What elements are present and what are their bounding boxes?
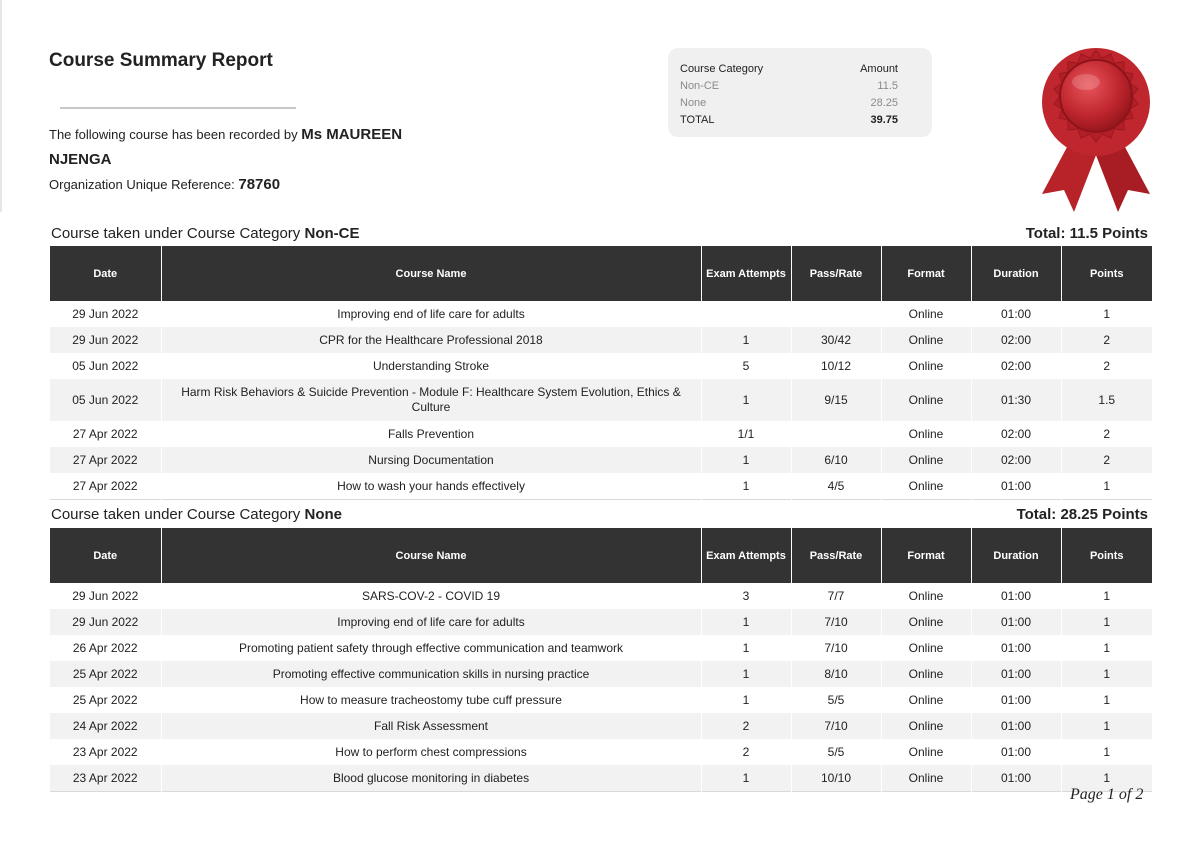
- table-row: [50, 473, 1152, 500]
- cell-points: 1: [1103, 588, 1111, 603]
- cell-pass: 7/10: [791, 713, 881, 739]
- cell-points: 2: [1061, 327, 1152, 353]
- section-prefix: Course taken under Course Category: [51, 506, 301, 523]
- summary-header-row: [680, 60, 916, 77]
- cell-pass: 9/15: [791, 379, 881, 421]
- table-row: [50, 301, 1152, 327]
- cell-duration: 02:00: [971, 447, 1061, 473]
- cell-duration: 01:00: [971, 713, 1061, 739]
- page-number: Page 1 of 2: [1070, 786, 1144, 803]
- table-row: [50, 739, 1152, 765]
- cell-format: Online: [881, 473, 971, 500]
- recorded-by-prefix: The following course has been recorded by: [49, 127, 298, 142]
- cell-format: Online: [881, 353, 971, 379]
- cell-format: Online: [881, 713, 971, 739]
- col-course-name: Course Name: [161, 246, 701, 301]
- cell-course: Harm Risk Behaviors & Suicide Prevention - Module F: Healthcare System Evolution, Ethics & Culture: [161, 379, 701, 421]
- col-date: Date: [50, 528, 161, 583]
- cell-date: 29 Jun 2022: [50, 609, 161, 635]
- category-summary-box: [668, 48, 932, 137]
- cell-points: 1: [1103, 306, 1111, 321]
- summary-amount: 28.25: [870, 96, 898, 109]
- table-header-row: [50, 246, 1152, 301]
- col-format: Format: [881, 246, 971, 301]
- cell-pass: 10/10: [791, 765, 881, 792]
- summary-header-category: Course Category: [680, 62, 764, 75]
- cell-attempts: 1: [701, 473, 791, 500]
- cell-course: Fall Risk Assessment: [161, 713, 701, 739]
- cell-format: Online: [881, 765, 971, 792]
- cell-duration: 01:00: [971, 473, 1061, 500]
- page-edge-line: [0, 0, 2, 212]
- section-category: Non-CE: [304, 225, 360, 242]
- cell-course: How to wash your hands effectively: [161, 473, 701, 500]
- cell-duration: 01:00: [971, 661, 1061, 687]
- cell-pass: 4/5: [791, 473, 881, 500]
- cell-date: 25 Apr 2022: [50, 661, 161, 687]
- cell-format: Online: [881, 327, 971, 353]
- section-heading: [51, 225, 1148, 245]
- cell-attempts: 1: [701, 447, 791, 473]
- cell-points: 1: [1061, 661, 1152, 687]
- table-row: [50, 447, 1152, 473]
- cell-duration: 01:00: [971, 687, 1061, 713]
- cell-duration: 01:00: [971, 739, 1061, 765]
- col-exam-attempts: Exam Attempts: [701, 246, 791, 301]
- cell-attempts: 1: [701, 327, 791, 353]
- cell-course: How to measure tracheostomy tube cuff pressure: [161, 687, 701, 713]
- table-row: [50, 635, 1152, 661]
- table-header-row: [50, 528, 1152, 583]
- cell-points: 1.5: [1061, 379, 1152, 421]
- cell-course: SARS-COV-2 - COVID 19: [161, 583, 701, 609]
- cell-duration: 02:00: [971, 353, 1061, 379]
- col-pass-rate: Pass/Rate: [791, 528, 881, 583]
- col-course-name: Course Name: [161, 528, 701, 583]
- award-ribbon-icon: [1036, 46, 1156, 212]
- table-row: [50, 583, 1152, 609]
- course-table: [50, 528, 1152, 792]
- cell-pass: 10/12: [791, 353, 881, 379]
- cell-duration: 01:00: [971, 765, 1061, 792]
- table-row: [50, 609, 1152, 635]
- section-category: None: [304, 506, 342, 523]
- col-pass-rate: Pass/Rate: [791, 246, 881, 301]
- cell-pass: [791, 301, 881, 327]
- cell-date: 29 Jun 2022: [50, 301, 161, 327]
- cell-date: 27 Apr 2022: [50, 421, 161, 447]
- section-heading: [51, 506, 1148, 526]
- cell-pass: 7/7: [791, 583, 881, 609]
- cell-course: Understanding Stroke: [161, 353, 701, 379]
- cell-duration: 01:30: [971, 379, 1061, 421]
- summary-amount: 11.5: [877, 79, 898, 92]
- table-row: [50, 379, 1152, 421]
- cell-course: How to perform chest compressions: [161, 739, 701, 765]
- summary-category: Non-CE: [680, 79, 720, 92]
- table-row: [50, 687, 1152, 713]
- cell-date: 26 Apr 2022: [50, 635, 161, 661]
- learner-name-last: NJENGA: [49, 151, 112, 168]
- cell-points: 1: [1061, 609, 1152, 635]
- summary-total-amount: 39.75: [870, 113, 898, 126]
- cell-attempts: 3: [701, 583, 791, 609]
- cell-course: Improving end of life care for adults: [161, 301, 701, 327]
- cell-duration: 01:00: [971, 609, 1061, 635]
- cell-attempts: 2: [701, 713, 791, 739]
- col-duration: Duration: [971, 528, 1061, 583]
- cell-pass: 7/10: [791, 609, 881, 635]
- cell-format: Online: [881, 687, 971, 713]
- cell-course: Falls Prevention: [161, 421, 701, 447]
- section-total: Total: 28.25 Points: [1016, 506, 1148, 523]
- cell-course: Promoting effective communication skills in nursing practice: [161, 661, 701, 687]
- cell-date: 27 Apr 2022: [50, 447, 161, 473]
- cell-duration: 02:00: [971, 421, 1061, 447]
- cell-pass: 30/42: [791, 327, 881, 353]
- cell-points: 1: [1103, 640, 1111, 655]
- cell-attempts: 1: [701, 609, 791, 635]
- table-row: [50, 421, 1152, 447]
- cell-pass: 6/10: [791, 447, 881, 473]
- cell-course: CPR for the Healthcare Professional 2018: [161, 327, 701, 353]
- cell-attempts: 1: [701, 635, 791, 661]
- org-reference-label: Organization Unique Reference:: [49, 177, 235, 192]
- cell-points: 1: [1103, 744, 1111, 759]
- cell-format: Online: [881, 301, 971, 327]
- cell-course: Improving end of life care for adults: [161, 609, 701, 635]
- col-date: Date: [50, 246, 161, 301]
- cell-attempts: [701, 301, 791, 327]
- cell-date: 05 Jun 2022: [50, 353, 161, 379]
- cell-duration: 01:00: [971, 583, 1061, 609]
- cell-duration: 01:00: [971, 635, 1061, 661]
- cell-format: Online: [881, 609, 971, 635]
- org-reference-value: 78760: [238, 176, 281, 193]
- table-row: [50, 713, 1152, 739]
- report-title: Course Summary Report: [49, 50, 273, 71]
- course-table: [50, 246, 1152, 500]
- cell-format: Online: [881, 739, 971, 765]
- cell-attempts: 1: [701, 661, 791, 687]
- summary-row: [680, 94, 916, 111]
- col-points: Points: [1061, 246, 1152, 301]
- cell-points: 2: [1061, 447, 1152, 473]
- summary-row: [680, 77, 916, 94]
- cell-points: 2: [1103, 426, 1111, 441]
- summary-category: None: [680, 96, 707, 109]
- cell-format: Online: [881, 379, 971, 421]
- cell-date: 29 Jun 2022: [50, 583, 161, 609]
- cell-date: 27 Apr 2022: [50, 473, 161, 500]
- cell-date: 23 Apr 2022: [50, 739, 161, 765]
- col-duration: Duration: [971, 246, 1061, 301]
- cell-format: Online: [881, 635, 971, 661]
- cell-date: 23 Apr 2022: [50, 765, 161, 792]
- cell-format: Online: [881, 447, 971, 473]
- summary-header-amount: Amount: [860, 62, 898, 75]
- section-prefix: Course taken under Course Category: [51, 225, 301, 242]
- cell-attempts: 1: [701, 687, 791, 713]
- cell-pass: [791, 421, 881, 447]
- cell-attempts: 1: [701, 379, 791, 421]
- cell-format: Online: [881, 661, 971, 687]
- cell-points: 2: [1103, 358, 1111, 373]
- cell-duration: 02:00: [971, 327, 1061, 353]
- cell-points: 1: [1061, 765, 1152, 792]
- recorded-by-line: [49, 126, 402, 143]
- org-reference: [49, 176, 280, 193]
- table-row: [50, 661, 1152, 687]
- cell-date: 25 Apr 2022: [50, 687, 161, 713]
- cell-pass: 5/5: [791, 687, 881, 713]
- section-total: Total: 11.5 Points: [1025, 225, 1148, 242]
- table-row: [50, 353, 1152, 379]
- cell-attempts: 5: [701, 353, 791, 379]
- category-summary-table: [680, 60, 916, 128]
- cell-pass: 7/10: [791, 635, 881, 661]
- cell-points: 1: [1103, 478, 1111, 493]
- cell-format: Online: [881, 421, 971, 447]
- cell-date: 29 Jun 2022: [50, 327, 161, 353]
- cell-points: 1: [1103, 692, 1111, 707]
- table-row: [50, 327, 1152, 353]
- cell-date: 24 Apr 2022: [50, 713, 161, 739]
- cell-course: Promoting patient safety through effective communication and teamwork: [161, 635, 701, 661]
- cell-course: Blood glucose monitoring in diabetes: [161, 765, 701, 792]
- summary-total-label: TOTAL: [680, 113, 715, 126]
- summary-total-row: [680, 111, 916, 128]
- cell-attempts: 2: [701, 739, 791, 765]
- cell-pass: 5/5: [791, 739, 881, 765]
- title-divider: [60, 107, 296, 109]
- cell-attempts: 1: [701, 765, 791, 792]
- cell-points: 1: [1061, 713, 1152, 739]
- cell-date: 05 Jun 2022: [50, 379, 161, 421]
- table-row: [50, 765, 1152, 792]
- cell-duration: 01:00: [971, 301, 1061, 327]
- cell-pass: 8/10: [791, 661, 881, 687]
- learner-name-first: Ms MAUREEN: [301, 126, 403, 143]
- cell-attempts: 1/1: [701, 421, 791, 447]
- col-points: Points: [1061, 528, 1152, 583]
- cell-course: Nursing Documentation: [161, 447, 701, 473]
- cell-format: Online: [881, 583, 971, 609]
- col-exam-attempts: Exam Attempts: [701, 528, 791, 583]
- col-format: Format: [881, 528, 971, 583]
